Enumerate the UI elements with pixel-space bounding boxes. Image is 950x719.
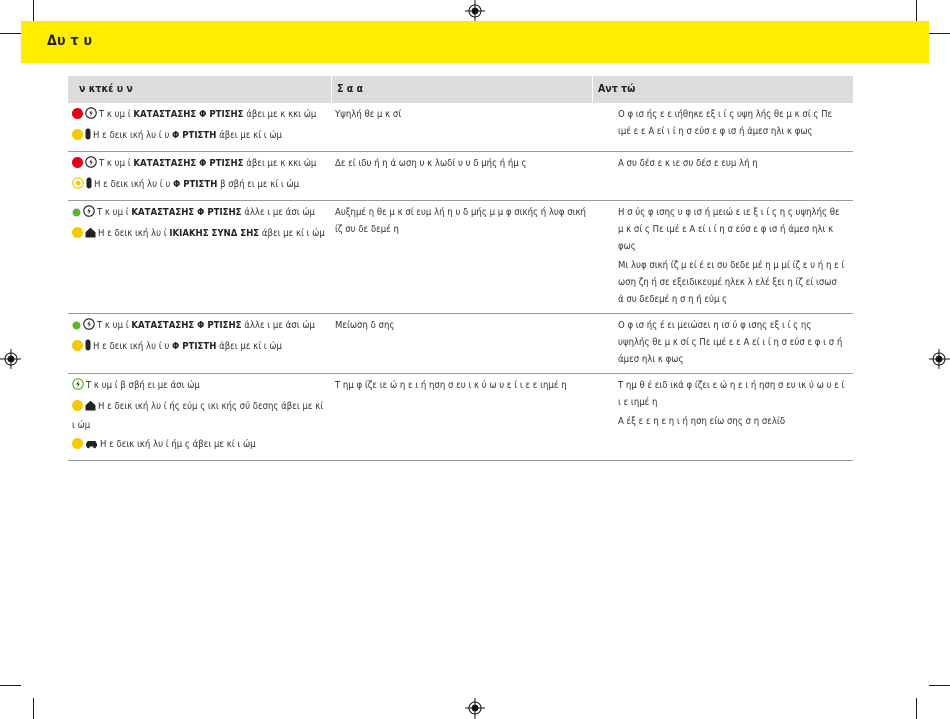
- yellow-status-light-icon: [72, 227, 83, 244]
- status-cell: Αυξημέ η θε μ κ σί ευμ λή η υ δ μής μ μ φ σικής ή λυφ σική ίζ συ δε δεμέ η: [335, 207, 586, 235]
- status-table: [68, 76, 853, 461]
- registration-mark: [465, 0, 485, 21]
- table-header: [68, 76, 853, 103]
- indicator-text: Τ κ υμ ί: [97, 320, 132, 331]
- charging-status-icon: [85, 156, 97, 174]
- indicator-text: άβει με κί ι ώμ: [216, 341, 282, 352]
- indicator-cell: [68, 314, 331, 373]
- indicator-text: άβει με κί ι ώμ: [259, 228, 325, 239]
- charging-status-icon: [85, 107, 97, 125]
- action-text: Α έξ ε ε η ε η ι ή ηση είω σης σ η σελίδ: [618, 416, 786, 427]
- indicator-label: Φ ΡΤΙΣΤΗ: [173, 179, 218, 190]
- status-cell: Τ ημ φ ίζε ιε ώ η ε ι ή ηση σ ευ ι κ ύ ω υ ε ί ι ε ε ιημέ η: [335, 380, 567, 391]
- indicator-description: [72, 377, 325, 396]
- yellow-status-light-icon: [72, 129, 83, 146]
- action-cell: [592, 152, 853, 200]
- crop-mark: [0, 33, 21, 34]
- house-icon: [85, 400, 96, 417]
- table-row: [68, 103, 853, 152]
- indicator-text: Η ε δεικ ική λυ ί υ: [93, 341, 173, 352]
- indicator-text: άλλε ι με άσι ώμ: [241, 207, 315, 218]
- charger-device-icon: [85, 339, 91, 357]
- status-cell: Μείωση δ σης: [335, 320, 395, 331]
- red-status-light-icon: [72, 108, 83, 125]
- action-text: Α συ δέσ ε κ ιε συ δέσ ε ευμ λή η: [618, 158, 758, 169]
- table-row: [68, 152, 853, 201]
- status-cell: Υψηλή θε μ κ σί: [335, 109, 402, 120]
- indicator-description: [72, 225, 325, 244]
- indicator-description: [72, 127, 325, 146]
- yellow-blinking-light-icon: [72, 177, 84, 195]
- indicator-label: ΚΑΤΑΣΤΑΣΗΣ Φ ΡΤΙΣΗΣ: [131, 207, 242, 218]
- action-cell: [592, 314, 853, 373]
- red-status-light-icon: [72, 157, 83, 174]
- indicator-description: [72, 176, 325, 195]
- action-cell: [592, 103, 853, 151]
- column-header: Αντ τώ: [592, 76, 853, 103]
- action-text: Τ ημ θ έ ειδ ικά φ ίζει ε ώ η ε ι ή ηση σ ευ ικ ύ ω υ ε ί ι ε ιημέ η: [618, 380, 845, 408]
- indicator-text: Τ κ υμ ί: [97, 207, 132, 218]
- car-icon: [85, 438, 98, 455]
- crop-mark: [0, 685, 21, 686]
- green-status-light-icon: [72, 319, 81, 336]
- indicator-text: Η ε δεικ ική λυ ί υ: [94, 179, 174, 190]
- indicator-cell: [68, 152, 331, 200]
- section-title: Δυ τ υ: [47, 33, 93, 49]
- action-cell: [592, 374, 853, 460]
- action-text: Μι λυφ σική ίζ μ εί έ ει συ δεδε μέ η μ μί ίζ ε υ ή η ε ί ωση ζη ή σε εξειδικευμέ ηλεκ λ ελέ ξει η ίζ εί ισωσ ά συ δεδεμέ η σ η ή εύμ ς: [618, 260, 845, 305]
- column-header: ν κτκέ υ ν: [79, 83, 133, 95]
- section-banner: [21, 21, 929, 63]
- indicator-text: άβει με κ κκι ώμ: [243, 109, 317, 120]
- yellow-status-light-icon: [72, 340, 83, 357]
- yellow-status-light-icon: [72, 400, 83, 417]
- indicator-description: [72, 204, 325, 223]
- green-status-light-icon: [72, 206, 81, 223]
- crop-mark: [929, 33, 950, 34]
- table-row: [68, 374, 853, 461]
- crop-mark: [916, 698, 917, 719]
- charger-device-icon: [85, 128, 91, 146]
- indicator-text: Η ε δεικ ική λυ ί ής εύμ ς ικι κής σύ δεσης άβει με κί ι ώμ: [72, 401, 324, 431]
- charging-status-icon: [83, 318, 95, 336]
- crop-mark: [916, 0, 917, 21]
- indicator-description: [72, 436, 325, 455]
- indicator-description: [72, 317, 325, 336]
- action-cell: [592, 201, 853, 313]
- indicator-text: β σβή ει με κί ι ώμ: [217, 179, 300, 190]
- charging-status-icon: [72, 378, 84, 396]
- indicator-text: Τ κ υμ ί: [99, 109, 134, 120]
- indicator-label: ΚΑΤΑΣΤΑΣΗΣ Φ ΡΤΙΣΗΣ: [131, 320, 242, 331]
- indicator-description: [72, 338, 325, 357]
- indicator-description: [72, 155, 325, 174]
- indicator-cell: [68, 201, 331, 313]
- indicator-label: ΙΚΙΑΚΗΣ ΣΥΝΔ ΣΗΣ: [169, 228, 260, 239]
- indicator-label: Φ ΡΤΙΣΤΗ: [172, 341, 217, 352]
- registration-mark: [929, 349, 950, 369]
- indicator-text: άλλε ι με άσι ώμ: [241, 320, 315, 331]
- crop-mark: [33, 0, 34, 21]
- indicator-cell: [68, 374, 331, 460]
- indicator-text: Τ κ υμ ί: [99, 158, 134, 169]
- indicator-label: Φ ΡΤΙΣΤΗ: [172, 130, 217, 141]
- house-icon: [85, 227, 96, 244]
- indicator-description: [72, 106, 325, 125]
- indicator-text: άβει με κί ι ώμ: [216, 130, 282, 141]
- crop-mark: [929, 685, 950, 686]
- action-text: Η σ ύς φ ισης υ φ ισ ή μειώ ε ιε ξ ι ί ς η ς υψηλής θε μ κ σί ς Πε ιμέ ε Α εί ι ί η σ εύσ ε φ ισ ή άμεσ ηλι κ φως: [618, 207, 840, 252]
- charging-status-icon: [83, 205, 95, 223]
- table-row: [68, 201, 853, 314]
- status-cell: Δε εί ιδυ ή η ά ωση υ κ λωδί υ υ δ μής ή ήμ ς: [335, 158, 527, 169]
- indicator-text: Η ε δεικ ική λυ ί: [98, 228, 170, 239]
- indicator-text: Η ε δεικ ική λυ ί ήμ ς άβει με κί ι ώμ: [100, 439, 256, 450]
- action-text: Ο φ ισ ής έ ει μειώσει η ισ ύ φ ισης εξ ι ί ς ης υψηλής θε μ κ σί ς Πε ιμέ ε ε Α εί ι ί η σ εύσ ε φ ι σ ή άμεσ ηλι κ φως: [618, 320, 843, 365]
- registration-mark: [0, 349, 21, 369]
- indicator-cell: [68, 103, 331, 151]
- action-text: Ο φ ισ ής ε ε ιήθηκε εξ ι ί ς υψη λής θε μ κ σί ς Πε ιμέ ε ε Α εί ι ί η σ εύσ ε φ ισ ή άμεσ ηλι κ φως: [618, 109, 833, 137]
- indicator-text: άβει με κ κκι ώμ: [243, 158, 317, 169]
- indicator-description: [72, 398, 325, 434]
- indicator-text: Η ε δεικ ική λυ ί υ: [93, 130, 173, 141]
- indicator-label: ΚΑΤΑΣΤΑΣΗΣ Φ ΡΤΙΣΗΣ: [133, 158, 244, 169]
- yellow-status-light-icon: [72, 438, 83, 455]
- crop-mark: [33, 698, 34, 719]
- table-body: [68, 103, 853, 461]
- charger-device-icon: [86, 177, 92, 195]
- column-header: Σ α α: [331, 76, 592, 103]
- registration-mark: [465, 698, 485, 719]
- table-row: [68, 314, 853, 374]
- indicator-label: ΚΑΤΑΣΤΑΣΗΣ Φ ΡΤΙΣΗΣ: [133, 109, 244, 120]
- indicator-text: Τ κ υμ ί β σβή ει με άσι ώμ: [86, 380, 200, 391]
